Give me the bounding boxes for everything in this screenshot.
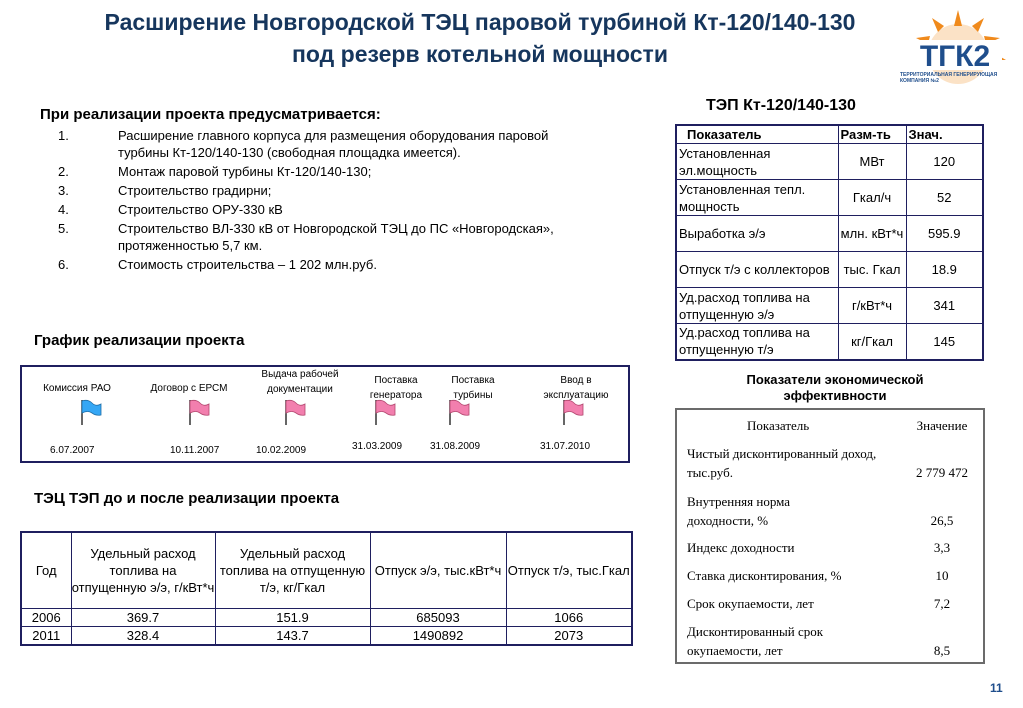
milestone-date: 10.02.2009	[256, 445, 307, 456]
plan-item: 5. Строительство ВЛ-330 кВ от Новгородской ТЭЦ до ПС «Новгородская», протяженностью 5,7 км.	[58, 221, 554, 253]
table-row: Выработка э/э млн. кВт*ч 595.9	[676, 216, 983, 252]
table-row: Срок окупаемости, лет 7,2	[687, 596, 951, 611]
table-row: Дисконтированный срок окупаемости, лет 8,5	[687, 624, 951, 658]
slide-title-line2: под резерв котельной мощности	[292, 41, 668, 67]
milestone-date: 31.03.2009	[352, 441, 403, 452]
table-row: Уд.расход топлива на отпущенную т/э кг/Гкал 145	[676, 324, 983, 360]
plan-item: 2. Монтаж паровой турбины Кт-120/140-130;	[58, 164, 372, 179]
plan-item: 6. Стоимость строительства – 1 202 млн.руб.	[58, 257, 377, 272]
table-row: Уд.расход топлива на отпущенную э/э г/кВт*ч 341	[676, 288, 983, 324]
table-row: 2011 328.4 143.7 1490892 2073	[21, 626, 632, 645]
compare-header-row: Год Удельный расход топлива на отпущенную э/э, г/кВт*ч Удельный расход топлива на отпущенную т/э, кг/Гкал Отпуск э/э, тыс.кВт*ч Отпуск т/э, тыс.Гкал	[21, 532, 632, 608]
plan-heading: При реализации проекта предусматривается:	[40, 106, 381, 123]
milestone-label: Выдача рабочей документации	[261, 369, 339, 395]
table-row: Ставка дисконтирования, % 10	[687, 568, 949, 583]
tep-table	[675, 124, 984, 361]
table-row: Отпуск т/э с коллекторов тыс. Гкал 18.9	[676, 252, 983, 288]
milestone-date: 31.08.2009	[430, 441, 481, 452]
plan-item: 1. Расширение главного корпуса для размещения оборудования паровой турбины Кт-120/140-130 (свободная площадка имеется).	[58, 128, 549, 160]
table-row: 2006 369.7 151.9 685093 1066	[21, 608, 632, 626]
tep-header-row: Показатель Разм-ть Знач.	[676, 125, 983, 144]
econ-table	[675, 408, 985, 664]
slide-title	[30, 6, 930, 70]
table-row: Чистый дисконтированный доход, тыс.руб. 2 779 472	[687, 446, 968, 480]
flag-icon	[80, 399, 102, 425]
slide-title-line1: Расширение Новгородской ТЭЦ паровой турбиной Кт-120/140-130	[104, 9, 856, 35]
flag-icon	[562, 399, 584, 425]
schedule-heading: График реализации проекта	[34, 332, 245, 349]
plan-item: 3. Строительство градирни;	[58, 183, 272, 198]
table-row: Индекс доходности 3,3	[687, 540, 951, 555]
tgk2-logo-icon	[888, 6, 1018, 102]
page-number: 11	[990, 681, 1003, 695]
econ-heading: Показатели экономической эффективности	[746, 372, 924, 403]
schedule-timeline	[20, 365, 630, 463]
tep-heading: ТЭП Кт-120/140-130	[706, 97, 856, 114]
logo-caption: ТЕРРИТОРИАЛЬНАЯ ГЕНЕРИРУЮЩАЯ КОМПАНИЯ №2	[900, 72, 998, 84]
milestone-date: 6.07.2007	[50, 445, 95, 456]
flag-icon	[448, 399, 470, 425]
milestone-date: 31.07.2010	[540, 441, 591, 452]
milestone-date: 10.11.2007	[170, 445, 220, 456]
milestone-label: Договор с ЕРСМ	[150, 383, 228, 394]
milestone-label: Комиссия РАО	[43, 383, 111, 394]
logo-mark: ТГК2	[919, 40, 991, 73]
compare-heading: ТЭЦ ТЭП до и после реализации проекта	[34, 490, 340, 507]
plan-list	[58, 127, 598, 275]
milestone-label: Поставка генератора	[369, 375, 423, 401]
milestone-label: Поставка турбины	[451, 375, 495, 401]
compare-table	[20, 531, 633, 646]
econ-header-row: Показатель Значение	[747, 418, 968, 433]
milestone-label: Ввод в эксплуатацию	[543, 375, 609, 401]
table-row: Установленная тепл. мощность Гкал/ч 52	[676, 180, 983, 216]
table-row: Внутренняя норма доходности, % 26,5	[687, 494, 954, 528]
table-row: Установленная эл.мощность МВт 120	[676, 144, 983, 180]
flag-icon	[284, 399, 306, 425]
flag-icon	[374, 399, 396, 425]
flag-icon	[188, 399, 210, 425]
plan-item: 4. Строительство ОРУ-330 кВ	[58, 202, 283, 217]
